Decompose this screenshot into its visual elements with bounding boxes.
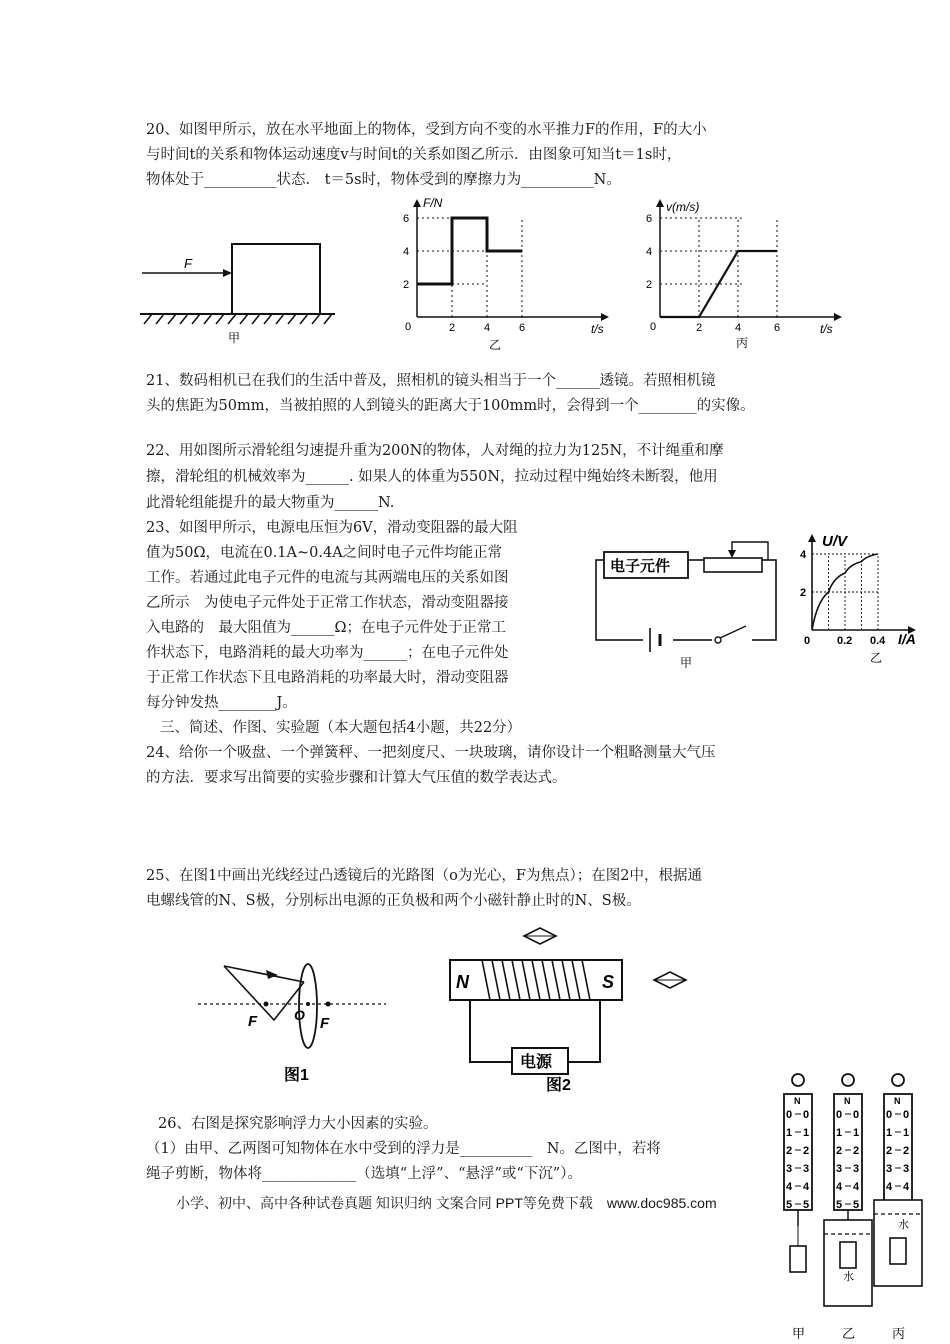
- bing-xtick: 4: [735, 322, 742, 334]
- q22-line-1: 22、用如图所示滑轮组匀速提升重为200N的物体，人对绳的拉力为125N，不计绳重和摩: [146, 443, 724, 459]
- scale-top-label: N: [894, 1096, 901, 1106]
- footer-text: 小学、初中、高中各种试卷真题 知识归纳 文案合同 PPT等免费下载 www.doc985.com: [176, 1195, 717, 1211]
- scale-tick-right: 2: [853, 1145, 860, 1157]
- caption-yi: 乙: [489, 338, 502, 352]
- graph-yi-ylabel: F/N: [423, 196, 443, 210]
- scale-tick-right: 4: [853, 1181, 860, 1193]
- caption-bing: 丙: [736, 336, 749, 350]
- scale-tick-left: 5: [786, 1199, 793, 1211]
- block: [232, 244, 320, 314]
- scale-tick-left: 0: [836, 1109, 843, 1121]
- scale-tick-left: 2: [836, 1145, 843, 1157]
- yi-ytick: 2: [403, 279, 410, 291]
- yi-ytick: 4: [403, 246, 410, 258]
- caption-circuit-jia: 甲: [680, 656, 693, 670]
- scale-tick-left: 4: [836, 1181, 843, 1193]
- caption-scale: 甲: [792, 1326, 806, 1341]
- scale-tick-right: 1: [903, 1127, 910, 1139]
- scale-tick-right: 1: [853, 1127, 860, 1139]
- scale-tick-right: 5: [853, 1199, 860, 1211]
- q25-figure-2: [440, 924, 710, 1094]
- ui-ytick: 2: [800, 587, 807, 599]
- bing-xtick: 2: [696, 322, 703, 334]
- optical-center-label: O: [294, 1007, 305, 1023]
- scale-tick-left: 2: [786, 1145, 793, 1157]
- q23-line-4: 乙所示 为使电子元件处于正常工作状态，滑动变阻器接: [146, 595, 509, 611]
- scale-tick-right: 3: [853, 1163, 860, 1175]
- bing-ytick: 4: [646, 246, 653, 258]
- graph-ui-origin: 0: [804, 635, 811, 647]
- q20-line-1: 20、如图甲所示，放在水平地面上的物体，受到方向不变的水平推力F的作用，F的大小: [146, 122, 707, 138]
- scale-tick-left: 1: [836, 1127, 843, 1139]
- scale-tick-left: 3: [886, 1163, 893, 1175]
- q23-line-2: 值为50Ω，电流在0.1A~0.4A之间时电子元件均能正常: [146, 545, 503, 561]
- scale-tick-right: 0: [803, 1109, 810, 1121]
- q23-graph-yi: [796, 530, 936, 670]
- yi-xtick: 6: [519, 322, 526, 334]
- object-block: [790, 1246, 806, 1272]
- yi-ytick: 6: [403, 213, 410, 225]
- electronic-element-label: 电子元件: [610, 558, 671, 575]
- yi-xtick: 2: [449, 322, 456, 334]
- q23-line-7: 于正常工作状态下且电路消耗的功率最大时，滑动变阻器: [146, 670, 509, 686]
- object-block: [840, 1242, 856, 1268]
- bing-ytick: 6: [646, 213, 653, 225]
- q23-line-6: 作状态下，电路消耗的最大功率为______；在电子元件处: [146, 645, 509, 661]
- scale-tick-right: 0: [903, 1109, 910, 1121]
- scale-tick-left: 1: [786, 1127, 793, 1139]
- q23-line-1: 23、如图甲所示，电源电压恒为6V，滑动变阻器的最大阻: [146, 520, 518, 536]
- q20-line-3: 物体处于__________状态. t＝5s时，物体受到的摩擦力为__________N。: [146, 172, 621, 188]
- q25-figure-1: [196, 948, 396, 1088]
- focus-left-label: F: [248, 1013, 258, 1030]
- graph-yi-origin: 0: [405, 321, 412, 333]
- ui-ytick: 4: [800, 549, 807, 561]
- scale-tick-left: 0: [886, 1109, 893, 1121]
- q23-line-3: 工作。若通过此电子元件的电流与其两端电压的关系如图: [146, 570, 509, 586]
- graph-ui-dashed-guides: [812, 554, 878, 630]
- scale-tick-right: 3: [903, 1163, 910, 1175]
- spring-scale-甲: [784, 1074, 812, 1341]
- scale-tick-left: 4: [886, 1181, 893, 1193]
- caption-fig1: 图1: [284, 1067, 309, 1084]
- power-source-label: 电源: [520, 1054, 553, 1071]
- q22-line-3: 此滑轮组能提升的最大物重为______N.: [146, 495, 395, 511]
- scale-tick-right: 2: [803, 1145, 810, 1157]
- ui-xtick: 0.4: [870, 635, 886, 647]
- graph-yi-xlabel: t/s: [591, 322, 604, 336]
- caption-fig2: 图2: [546, 1077, 571, 1094]
- bing-xtick: 6: [774, 322, 781, 334]
- graph-bing-ylabel: v(m/s): [666, 200, 700, 214]
- q20-graph-bing: [640, 195, 860, 355]
- scale-tick-left: 0: [786, 1109, 793, 1121]
- q26-line-1: 26、右图是探究影响浮力大小因素的实验。: [158, 1116, 438, 1132]
- graph-bing-series: [660, 251, 777, 317]
- spring-scale-乙: [824, 1074, 872, 1341]
- graph-yi-dashed-guides: [417, 218, 522, 317]
- pole-n-label: N: [456, 972, 469, 992]
- scale-tick-right: 4: [803, 1181, 810, 1193]
- scale-top-label: N: [794, 1096, 801, 1106]
- section-3-heading: 三、简述、作图、实验题（本大题包括4小题，共22分）: [160, 720, 522, 736]
- force-label: F: [184, 256, 192, 271]
- caption-scale: 丙: [892, 1326, 906, 1341]
- graph-bing-origin: 0: [650, 321, 657, 333]
- q20-graph-yi: [395, 195, 625, 355]
- yi-xtick: 4: [484, 322, 491, 334]
- scale-top-label: N: [844, 1096, 851, 1106]
- q25-line-2: 电螺线管的N、S极，分别标出电源的正负极和两个小磁针静止时的N、S极。: [146, 893, 641, 909]
- scale-tick-left: 2: [886, 1145, 893, 1157]
- bing-ytick: 2: [646, 279, 653, 291]
- q20-figure-jia: [140, 230, 360, 350]
- scale-ring: [842, 1074, 854, 1086]
- focus-right-label: F: [320, 1015, 330, 1032]
- scale-tick-left: 3: [836, 1163, 843, 1175]
- ui-xtick: 0.2: [837, 635, 853, 647]
- scale-ring: [792, 1074, 804, 1086]
- caption-scale: 乙: [842, 1326, 856, 1341]
- q23-line-8: 每分钟发热________J。: [146, 695, 297, 711]
- graph-ui-ylabel: U/V: [822, 533, 848, 550]
- graph-ui-xlabel: I/A: [898, 631, 916, 647]
- q21-line-2: 头的焦距为50mm，当被拍照的人到镜头的距离大于100mm时，会得到一个________的实像。: [146, 398, 755, 414]
- q23-circuit-jia: [588, 540, 798, 670]
- spring-scale-丙: [874, 1074, 922, 1341]
- scale-tick-right: 2: [903, 1145, 910, 1157]
- water-label: 水: [843, 1271, 854, 1283]
- scale-tick-left: 5: [836, 1199, 843, 1211]
- scale-tick-right: 5: [803, 1199, 810, 1211]
- q26-line-2: （1）由甲、乙两图可知物体在水中受到的浮力是__________ N。乙图中，若将: [146, 1141, 661, 1157]
- caption-jia: 甲: [228, 331, 241, 345]
- scale-tick-right: 3: [803, 1163, 810, 1175]
- q20-line-2: 与时间t的关系和物体运动速度v与时间t的关系如图乙所示．由图象可知当t＝1s时，: [146, 147, 682, 163]
- caption-graph-yi: 乙: [870, 651, 883, 665]
- scale-tick-right: 1: [803, 1127, 810, 1139]
- q21-line-1: 21、数码相机已在我们的生活中普及，照相机的镜头相当于一个______透镜。若照相机镜: [146, 373, 716, 389]
- scale-tick-left: 1: [886, 1127, 893, 1139]
- graph-bing-dashed-guides: [660, 218, 777, 317]
- q25-line-1: 25、在图1中画出光线经过凸透镜后的光路图（o为光心，F为焦点）；在图2中，根据通: [146, 868, 702, 884]
- q26-line-3: 绳子剪断，物体将_____________（选填“上浮”、“悬浮”或“下沉”）。: [146, 1166, 582, 1182]
- q23-line-5: 入电路的 最大阻值为______Ω；在电子元件处于正常工: [146, 620, 507, 636]
- q24-line-2: 的方法．要求写出简要的实验步骤和计算大气压值的数学表达式。: [146, 770, 567, 786]
- scale-tick-right: 0: [853, 1109, 860, 1121]
- q26-buoyancy-figure: [770, 1070, 950, 1344]
- ground-hatch: [144, 314, 332, 324]
- scale-tick-left: 4: [786, 1181, 793, 1193]
- q22-line-2: 擦，滑轮组的机械效率为______. 如果人的体重为550N，拉动过程中绳始终未断裂，他用: [146, 469, 718, 485]
- rheostat: [704, 558, 762, 572]
- graph-bing-xlabel: t/s: [820, 322, 833, 336]
- scale-ring: [892, 1074, 904, 1086]
- scale-tick-left: 3: [786, 1163, 793, 1175]
- water-label: 水: [898, 1219, 909, 1231]
- scale-tick-right: 4: [903, 1181, 910, 1193]
- object-block: [890, 1238, 906, 1264]
- q24-line-1: 24、给你一个吸盘、一个弹簧秤、一把刻度尺、一块玻璃，请你设计一个粗略测量大气压: [146, 745, 716, 761]
- pole-s-label: S: [602, 972, 615, 992]
